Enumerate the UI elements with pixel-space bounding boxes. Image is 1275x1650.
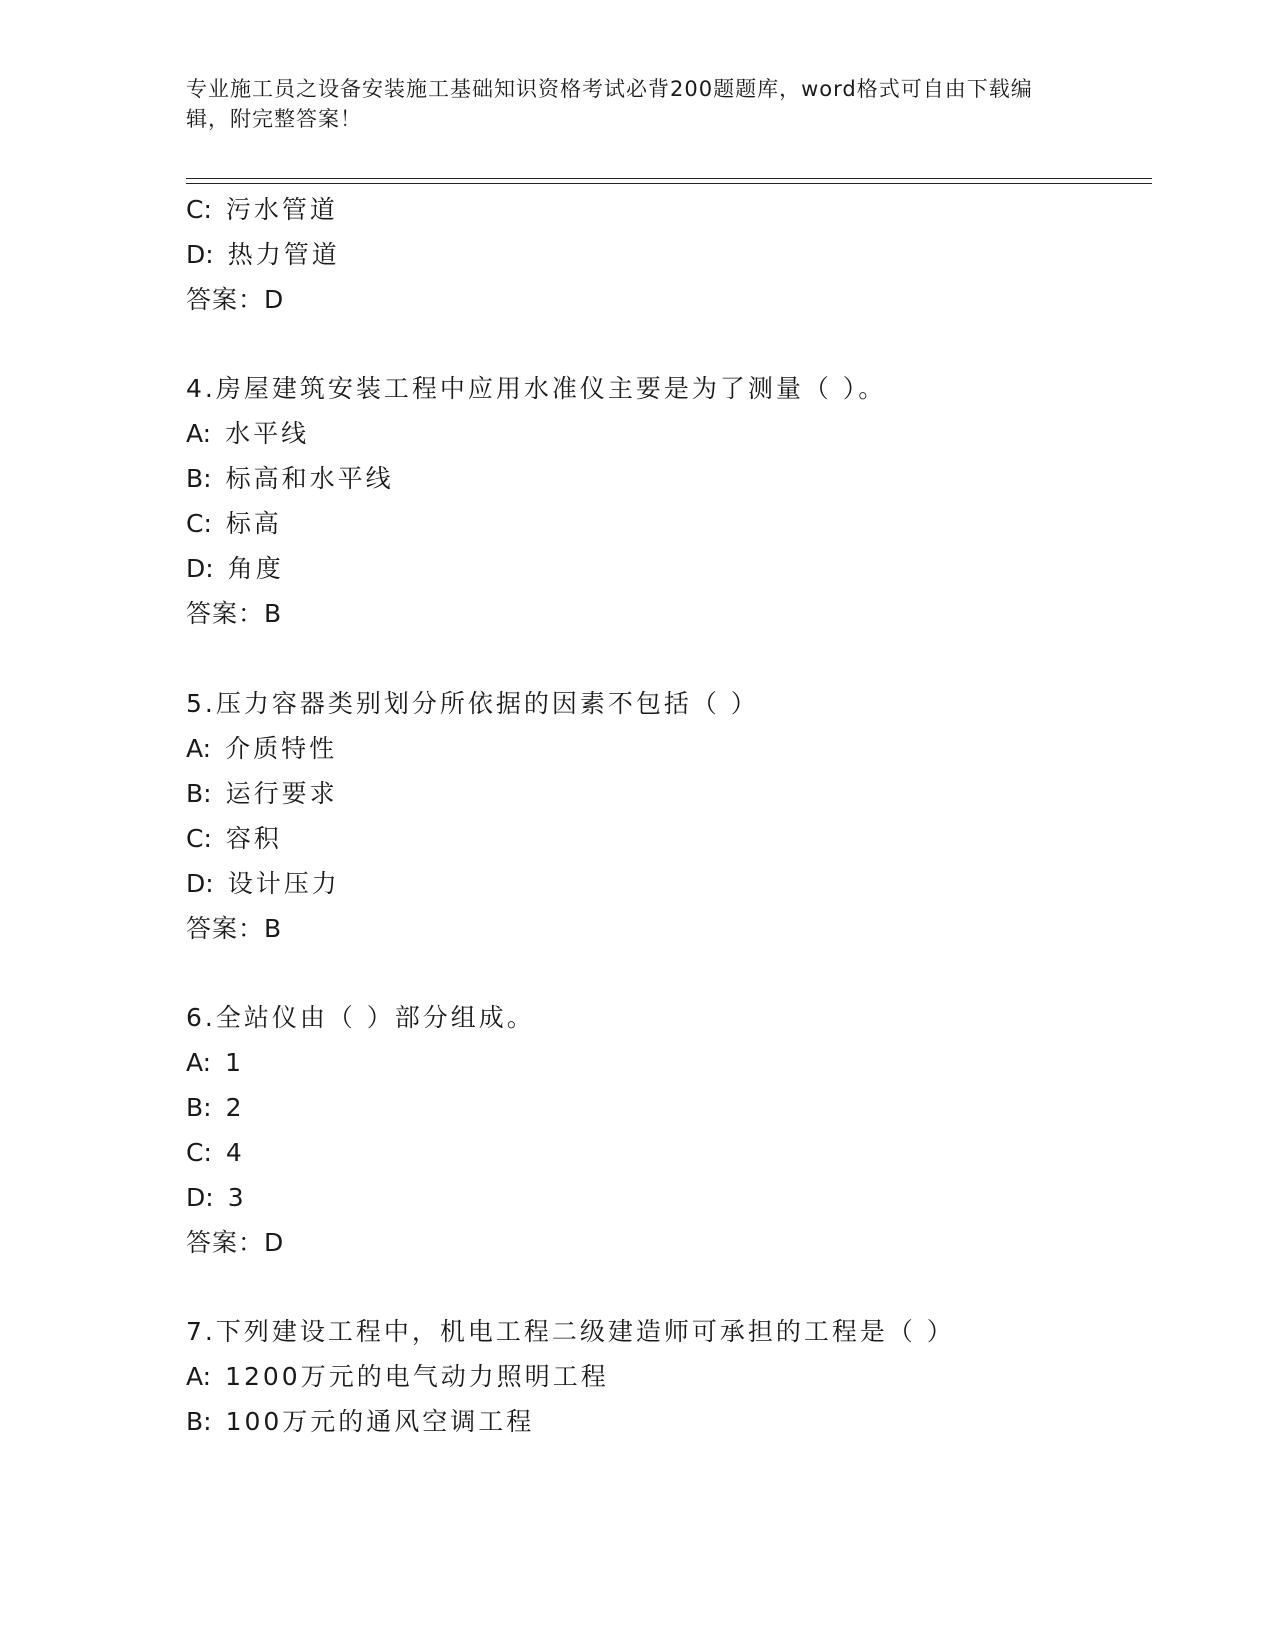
answer-q6: 答案：D	[186, 1228, 285, 1257]
question-6: 6.全站仪由（ ）部分组成。	[186, 1003, 535, 1032]
option-a-q4: A: 水平线	[186, 419, 310, 448]
document-header: 专业施工员之设备安装施工基础知识资格考试必背200题题库，word格式可自由下载编辑，附完整答案！	[186, 77, 1033, 131]
header-divider-bottom	[186, 183, 1152, 184]
option-b-q6: B: 2	[186, 1093, 245, 1122]
option-c-q5: C: 容积	[186, 824, 282, 853]
option-d-q4: D: 角度	[186, 554, 284, 583]
answer-q5: 答案：B	[186, 914, 283, 943]
option-a-q5: A: 介质特性	[186, 734, 338, 763]
option-b-q4: B: 标高和水平线	[186, 464, 394, 493]
question-7: 7.下列建设工程中，机电工程二级建造师可承担的工程是（ ）	[186, 1317, 955, 1346]
question-4: 4.房屋建筑安装工程中应用水准仪主要是为了测量（ ）。	[186, 374, 887, 403]
option-c-pipe: C: 污水管道	[186, 195, 338, 224]
option-c-q6: C: 4	[186, 1138, 245, 1167]
option-b-q5: B: 运行要求	[186, 779, 338, 808]
option-a-q7: A: 1200万元的电气动力照明工程	[186, 1362, 609, 1391]
option-a-q6: A: 1	[186, 1048, 244, 1077]
option-d-pipe: D: 热力管道	[186, 240, 340, 269]
option-b-q7: B: 100万元的通风空调工程	[186, 1407, 535, 1436]
option-d-q6: D: 3	[186, 1183, 247, 1212]
option-d-q5: D: 设计压力	[186, 869, 340, 898]
answer-q4: 答案：B	[186, 599, 283, 628]
question-5: 5.压力容器类别划分所依据的因素不包括（ ）	[186, 689, 759, 718]
header-divider-top	[186, 178, 1152, 179]
answer-q3: 答案：D	[186, 285, 285, 314]
option-c-q4: C: 标高	[186, 509, 282, 538]
